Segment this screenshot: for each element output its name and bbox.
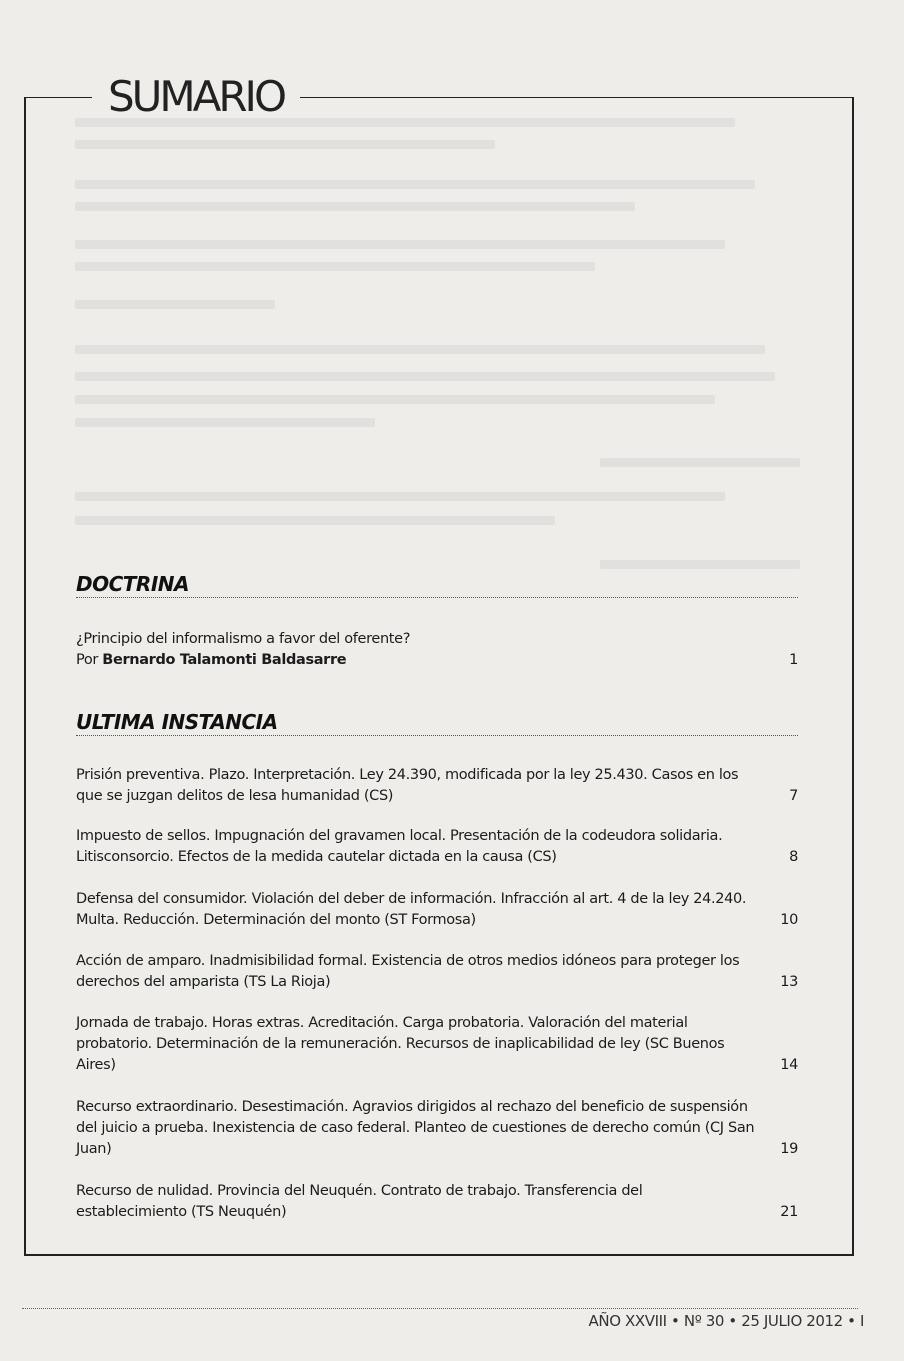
page-number: 7 bbox=[789, 788, 798, 804]
author-name: Bernardo Talamonti Baldasarre bbox=[102, 652, 347, 668]
entry-title: Defensa del consumidor. Violación del deber de información. Infracción al art. 4 de la ley 24.240. Multa. Reducción. Determinación del monto (ST Formosa) bbox=[76, 891, 747, 928]
toc-entry-ultima-2[interactable] bbox=[76, 826, 798, 868]
page-number: 21 bbox=[780, 1204, 798, 1220]
entry-title: Prisión preventiva. Plazo. Interpretación. Ley 24.390, modificada por la ley 25.430. Casos en los que se juzgan delitos de lesa humanidad (CS) bbox=[76, 767, 739, 804]
section-title-doctrina: DOCTRINA bbox=[76, 572, 189, 596]
toc-entry-ultima-5[interactable] bbox=[76, 1013, 798, 1076]
toc-entry-doctrina-1[interactable] bbox=[76, 629, 798, 671]
byline-prefix: Por bbox=[76, 652, 103, 668]
toc-entry-ultima-1[interactable] bbox=[76, 765, 798, 807]
entry-title: Jornada de trabajo. Horas extras. Acreditación. Carga probatoria. Valoración del material probatorio. Determinación de la remuneración. Recursos de inaplicabilidad de ley (SC Buenos Aires) bbox=[76, 1015, 725, 1073]
section-divider bbox=[76, 597, 798, 598]
section-title-ultima-instancia: ULTIMA INSTANCIA bbox=[76, 710, 278, 734]
page-number: 1 bbox=[789, 652, 798, 668]
entry-title: Recurso extraordinario. Desestimación. Agravios dirigidos al rechazo del beneficio de suspensión del juicio a prueba. Inexistencia de caso federal. Planteo de cuestiones de derecho común (CJ San Juan) bbox=[76, 1099, 755, 1157]
toc-entry-ultima-6[interactable] bbox=[76, 1097, 798, 1160]
page-number: 14 bbox=[780, 1057, 798, 1073]
entry-title: Acción de amparo. Inadmisibilidad formal. Existencia de otros medios idóneos para proteger los derechos del amparista (TS La Rioja) bbox=[76, 953, 740, 990]
page-number: 13 bbox=[780, 974, 798, 990]
section-divider bbox=[76, 735, 798, 736]
page-number: 19 bbox=[780, 1141, 798, 1157]
toc-entry-ultima-7[interactable] bbox=[76, 1181, 798, 1223]
toc-entry-ultima-4[interactable] bbox=[76, 951, 798, 993]
footer-divider bbox=[22, 1308, 858, 1309]
page-number: 10 bbox=[780, 912, 798, 928]
contents-frame bbox=[24, 97, 854, 1256]
entry-title: Recurso de nulidad. Provincia del Neuquén. Contrato de trabajo. Transferencia del establecimiento (TS Neuquén) bbox=[76, 1183, 643, 1220]
entry-byline bbox=[76, 650, 756, 671]
page-number: 8 bbox=[789, 849, 798, 865]
toc-entry-ultima-3[interactable] bbox=[76, 889, 798, 931]
page-title: SUMARIO bbox=[108, 72, 284, 121]
entry-title: ¿Principio del informalismo a favor del oferente? bbox=[76, 631, 411, 647]
entry-title: Impuesto de sellos. Impugnación del gravamen local. Presentación de la codeudora solidaria. Litisconsorcio. Efectos de la medida cautelar dictada en la causa (CS) bbox=[76, 828, 723, 865]
issue-footer: AÑO XXVIII • Nº 30 • 25 JULIO 2012 • I bbox=[588, 1312, 864, 1330]
